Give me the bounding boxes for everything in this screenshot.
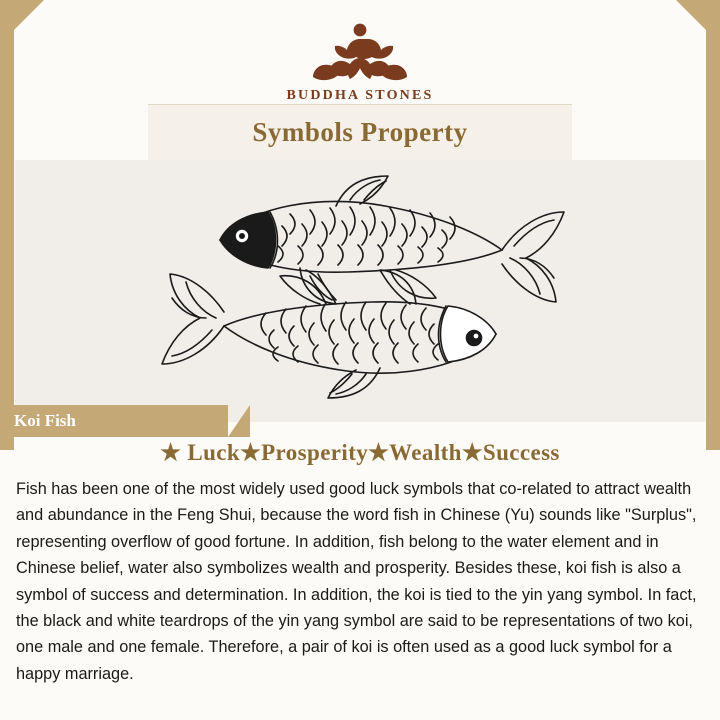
page-title: Symbols Property — [252, 117, 468, 147]
lotus-meditation-icon — [294, 18, 426, 84]
brand-name: BUDDHA STONES — [286, 88, 434, 103]
ribbon-label: Koi Fish — [14, 411, 76, 430]
koi-fish-yin-yang-illustration — [150, 160, 570, 422]
koi-fish-label-ribbon — [0, 405, 228, 437]
title-band — [0, 104, 720, 160]
brand-logo-area — [0, 0, 720, 104]
illustration-panel — [15, 160, 705, 422]
keywords-line: ★ Luck★Prosperity★Wealth★Success — [160, 440, 560, 465]
body-paragraph: Fish has been one of the most widely used good luck symbols that co-related to attract wealth and abundance in the Feng Shui, because the word fish in Chinese (Yu) sounds like "Surplus", representing overflow of good fortune. In addition, fish belong to the water element and in Chinese belief, water also symbolizes wealth and prosperity. Besides these, koi fish is also a symbol of success and determination. In addition, the koi is tied to the yin yang symbol. In fact, the black and white teardrops of the yin yang symbol are said to be representations of two koi, one male and one female. Therefore, a pair of koi is often used as a good luck symbol for a happy marriage. — [16, 480, 697, 683]
